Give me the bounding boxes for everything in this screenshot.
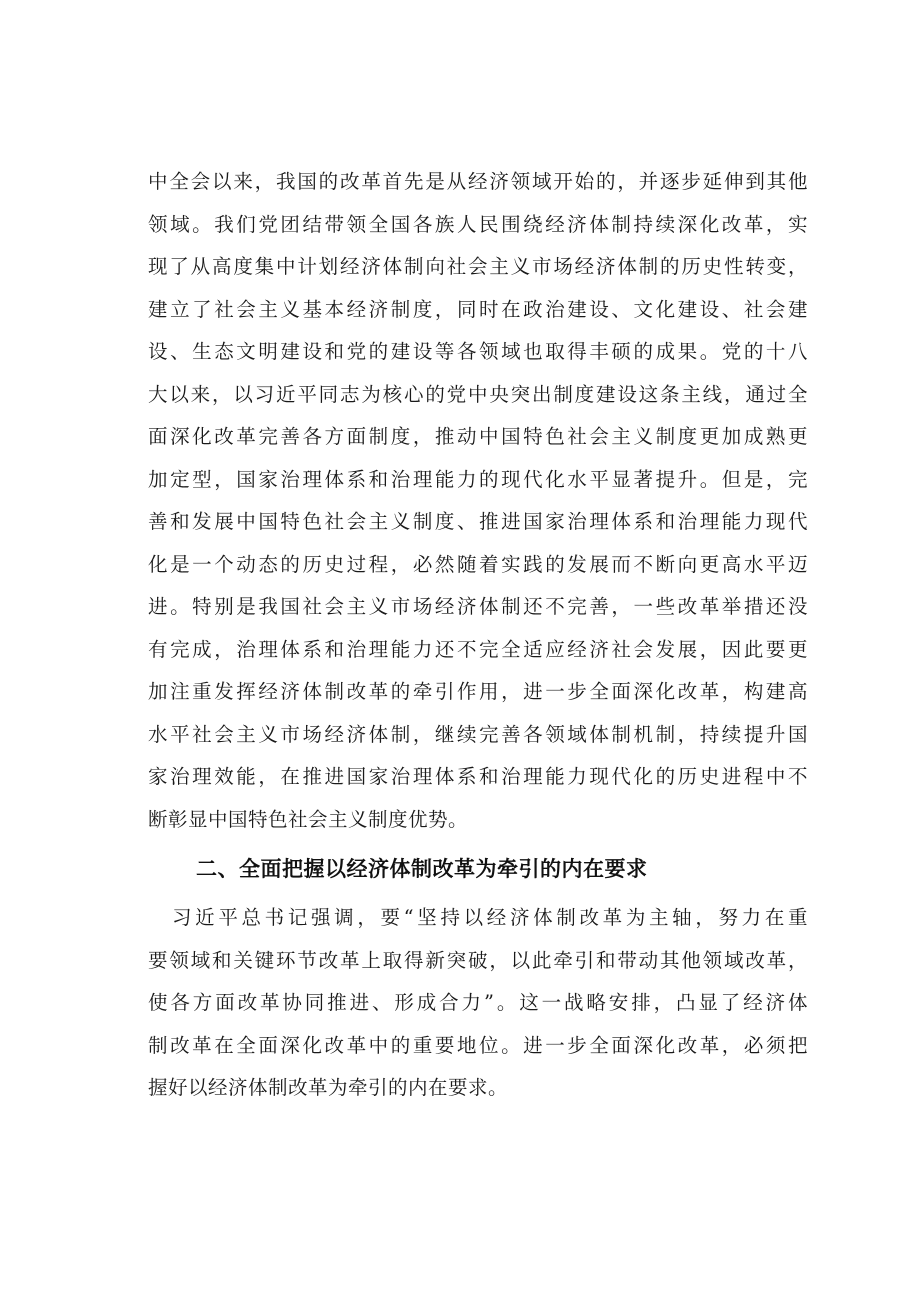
paragraph-line: 建立了社会主义基本经济制度，同时在政治建设、文化建设、社会建	[148, 297, 808, 321]
paragraph-line: 要领域和关键环节改革上取得新突破，以此牵引和带动其他领域改革，	[148, 948, 808, 972]
paragraph-line: 握好以经济体制改革为牵引的内在要求。	[148, 1076, 509, 1099]
paragraph-line: 中全会以来，我国的改革首先是从经济领域开始的，并逐步延伸到其他	[148, 170, 808, 193]
paragraph-line: 使各方面改革协同推进、形成合力”。这一战略安排，凸显了经济体	[148, 991, 808, 1014]
paragraph-line: 领域。我们党团结带领全国各族人民围绕经济体制持续深化改革，实	[148, 212, 808, 236]
paragraph-line: 设、生态文明建设和党的建设等各领域也取得丰硕的成果。党的十八	[148, 340, 808, 363]
paragraph-line: 善和发展中国特色社会主义制度、推进国家治理体系和治理能力现代	[148, 510, 808, 533]
paragraph-line: 习近平总书记强调，要“坚持以经济体制改革为主轴，努力在重	[172, 906, 808, 929]
paragraph-line: 断彰显中国特色社会主义制度优势。	[148, 807, 469, 831]
paragraph-line: 制改革在全面深化改革中的重要地位。进一步全面深化改革，必须把	[148, 1033, 808, 1057]
paragraph-line: 加定型，国家治理体系和治理能力的现代化水平显著提升。但是，完	[148, 467, 808, 491]
paragraph-line: 进。特别是我国社会主义市场经济体制还不完善，一些改革举措还没	[148, 595, 808, 618]
paragraph-line: 水平社会主义市场经济体制，继续完善各领域体制机制，持续提升国	[148, 722, 808, 746]
paragraph-line: 面深化改革完善各方面制度，推动中国特色社会主义制度更加成熟更	[148, 425, 808, 448]
paragraph-line: 家治理效能，在推进国家治理体系和治理能力现代化的历史进程中不	[148, 765, 808, 788]
paragraph-line: 现了从高度集中计划经济体制向社会主义市场经济体制的历史性转变，	[148, 255, 808, 278]
paragraph-line: 有完成，治理体系和治理能力还不完全适应经济社会发展，因此要更	[148, 637, 808, 661]
paragraph-line: 大以来，以习近平同志为核心的党中央突出制度建设这条主线，通过全	[148, 382, 808, 406]
paragraph-line: 加注重发挥经济体制改革的牵引作用，进一步全面深化改革，构建高	[148, 680, 808, 703]
section-heading: 二、全面把握以经济体制改革为牵引的内在要求	[196, 857, 648, 881]
paragraph-line: 化是一个动态的历史过程，必然随着实践的发展而不断向更高水平迈	[148, 552, 808, 576]
